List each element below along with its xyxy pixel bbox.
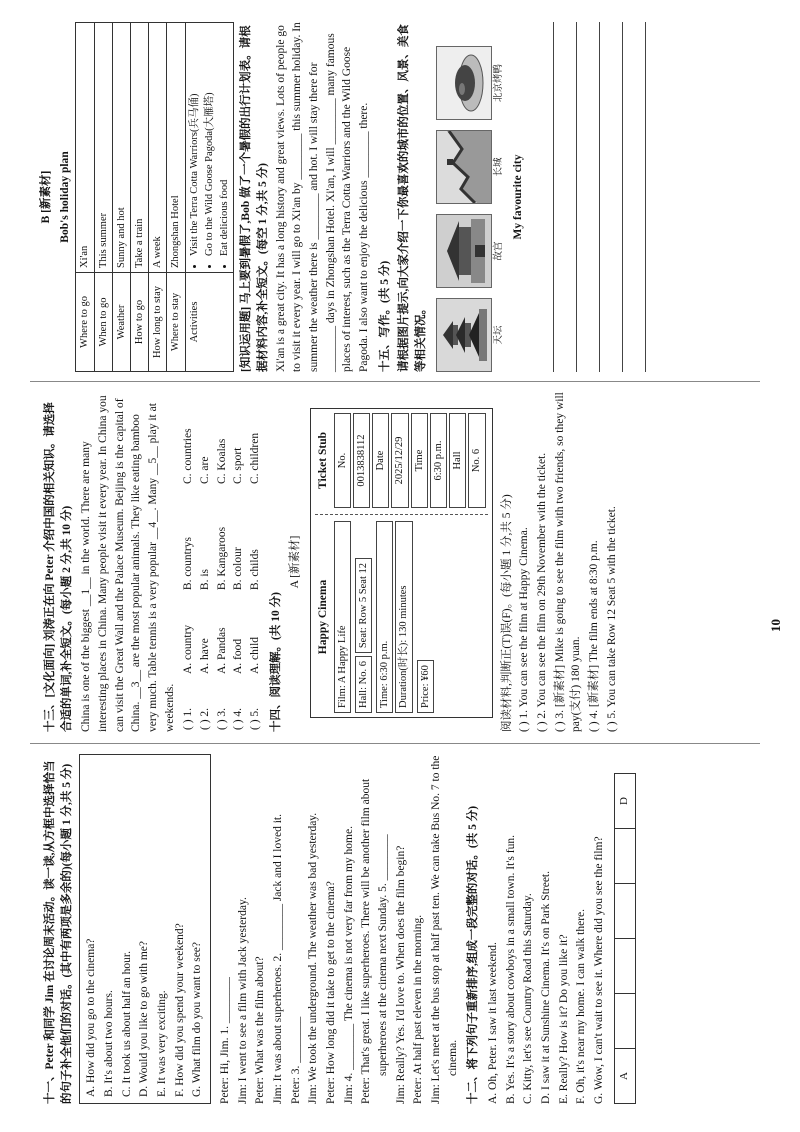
ticket-price: Price: ¥60 [417, 660, 434, 713]
plan-key: Activities [185, 273, 234, 372]
plan-row [167, 23, 185, 372]
dialogue-line: Jim: 4. ________ The cinema is not very far from my home. [342, 826, 355, 1104]
forbidden-city-image [436, 214, 492, 288]
answer-cell [614, 829, 635, 884]
answer-cell [614, 939, 635, 994]
dialogue-line: Jim: Let's meet at the bus stop at half past ten. We can take Bus No. 7 to the cinema. [430, 755, 459, 1104]
section-13-heading: 十三、[文化面向] 刘涛正在向 Peter 介绍中国的相关知识。请选择合适的单词,补全短文。(每小题 2 分,共 10 分) [44, 402, 73, 732]
choice-row [230, 392, 247, 732]
ticket-main [315, 514, 487, 713]
choice-b: B. Kangaroos [215, 526, 228, 591]
choice-b: B. countrys [182, 537, 195, 591]
dialogue-line: Peter: Hi, Jim. 1. ________ [219, 977, 232, 1104]
ticket-time: Time: 6:30 p.m. [376, 521, 393, 713]
ticket-duration: Duration(时长): 130 minutes [395, 521, 412, 713]
writing-line [623, 22, 646, 372]
plan-key: How to go [131, 273, 149, 372]
plan-row [76, 23, 94, 372]
column-middle [38, 392, 621, 732]
plan-value: Zhongshan Hotel [167, 23, 185, 273]
picture-caption: 故宫 [493, 241, 504, 261]
plan-row [149, 23, 167, 372]
order-line: F. Oh, it's near my home. I can walk there. [575, 908, 588, 1104]
picture-great-wall [436, 130, 507, 204]
column-divider [30, 381, 760, 382]
order-line: B. Yes. It's a story about cowboys in a small town. It's fun. [504, 835, 517, 1104]
great-wall-image [436, 130, 492, 204]
activity-item: • Eat delicious food [217, 27, 232, 256]
choice-num: ( ) 5. [249, 707, 262, 730]
plan-value: Take a train [131, 23, 149, 273]
answer-cell-first: A [614, 1049, 635, 1104]
plan-row [131, 23, 149, 372]
option-e: E. It was very exciting. [156, 990, 169, 1097]
writing-line [554, 22, 577, 372]
cloze-choices [180, 392, 263, 732]
plan-key: Where to go [76, 273, 94, 372]
choice-a: A. have [199, 638, 212, 674]
dialogue-line: Peter: At half past eleven in the morning. [412, 914, 425, 1104]
order-line: E. Really? How is it? Do you like it? [557, 934, 570, 1104]
cinema-ticket [310, 408, 492, 718]
tf-item: ( ) 4. [新素材] The film ends at 8:30 p.m. [587, 540, 600, 732]
answer-cell [614, 884, 635, 939]
option-a: A. How did you go to the cinema? [85, 938, 98, 1097]
choice-c: C. countries [182, 428, 195, 484]
holiday-plan-table [75, 22, 234, 372]
order-line: D. I saw it at Sunshine Cinema. It's on Park Street. [540, 871, 553, 1104]
option-b: B. It's about two hours. [103, 990, 116, 1097]
section-12-heading: 十二、将下列句子重新排序,组成一段完整的对话。(共 5 分) [467, 805, 480, 1104]
activity-item: • Go to the Wild Goose Pagoda(大雁塔) [202, 27, 217, 256]
ticket-seat: Seat: Row 5 Seat 12 [355, 558, 372, 653]
ticket-stub [315, 413, 487, 514]
writing-pictures [436, 22, 507, 372]
picture-caption: 天坛 [493, 325, 504, 345]
picture-forbidden-city [436, 214, 507, 288]
column-left [38, 754, 636, 1104]
plan-key: How long to stay [149, 273, 167, 372]
stub-hall-label: Hall [449, 413, 466, 508]
dialogue [217, 754, 461, 1104]
column-right [38, 22, 646, 372]
picture-roast-duck [436, 46, 507, 120]
dialogue-line: Peter: How long did it take to get to the cinema? [325, 881, 338, 1104]
order-line: C. Kitty, let's see Country Road this Saturday. [522, 893, 535, 1104]
plan-value: A week [149, 23, 167, 273]
part-b-passage: Xi'an is a great city. It has a long history and great views. Lots of people go to visit it every year. I will go to Xi'an by ________ this summer holiday. In summer the weather there is ________ and hot. I will stay there for ________ days in Zhongshan Hotel. Xi'an, I will ________ many famous places of interest, such as the Terra Cotta Warriors and the Wild Goose Pagoda. I also want to enjoy the delicious ________ there. [274, 22, 371, 372]
true-false-questions [499, 392, 621, 732]
plan-activities [185, 23, 234, 273]
dialogue-line: Peter: What was the film about? [254, 956, 267, 1104]
option-g: G. What film do you want to see? [191, 941, 204, 1097]
dialogue-line: Jim: We took the underground. The weather was bad yesterday. [307, 812, 320, 1104]
writing-line [577, 22, 600, 372]
choice-row [197, 392, 214, 732]
ticket-film: Film: A Happy Life [334, 521, 351, 713]
choice-c: C. Koalas [215, 438, 228, 484]
plan-key: When to go [94, 273, 112, 372]
writing-instruction: 请根据图片提示,向大家介绍一下你最喜欢的城市的位置、风景、美食等相关情况。 [398, 24, 428, 372]
stub-date-label: Date [372, 413, 389, 508]
picture-caption: 北京烤鸭 [493, 64, 504, 103]
plan-key: Where to stay [167, 273, 185, 372]
part-b-label: B [新素材] [40, 170, 52, 224]
choice-a: A. country [182, 624, 195, 674]
plan-row [94, 23, 112, 372]
options-box [79, 754, 211, 1104]
section-11-heading: 十一、Peter 和同学 Jim 在讨论周末活动。读一读,从方框中选择恰当的句子补全他们的对话。(其中有两项是多余的)(每小题 1 分,共 5 分) [44, 760, 73, 1104]
ticket-hall: Hall: No. 6 [355, 656, 372, 713]
answer-cell [614, 994, 635, 1049]
dialogue-line: Peter: That's great. I like superheroes. There will be another film about superheroes at the cinema next Sunday. 5. ________ [360, 778, 390, 1104]
dialogue-line: Peter: 3. ________ [289, 1016, 302, 1104]
stub-time-label: Time [411, 413, 428, 508]
answer-cell-last: D [614, 774, 635, 829]
plan-value: Sunny and hot [112, 23, 130, 273]
cloze-passage: China is one of the biggest __1__ in the world. There are many interesting places in China. Many people visit it every year. In China you can visit the Great Wall and the Palace Museum. Beijing is the capital of China. __3__ are the most popular animals. They like eating bamboo very much. Table tennis is a very popular __4__. Many __5__ play it at weekends. [80, 395, 176, 732]
option-d: D. Would you like to go with me? [138, 940, 151, 1097]
part-b-instruction: [知识运用题] 马上要到暑假了,Bob 做了一个暑假的出行计划表。请根据材料内容,补全短文。(每空 1 分,共 5 分) [240, 25, 269, 372]
dialogue-line: Jim: It was about superheroes. 2. ________ Jack and I loved it. [272, 814, 285, 1104]
order-line: G. Wow, I can't wait to see it. Where did you see the film? [593, 836, 606, 1104]
tf-heading: 阅读材料,判断正(T)误(F)。(每小题 1 分,共 5 分) [500, 494, 513, 732]
choice-a: A. child [249, 636, 262, 674]
column-divider [30, 743, 760, 744]
tf-item: ( ) 3. [新素材] Mike is going to see the film with two friends, so they will pay(支付) 180 yuan. [553, 392, 583, 732]
choice-row [214, 392, 231, 732]
section-15-heading: 十五、写作。(共 5 分) [378, 260, 391, 372]
choice-a: A. food [232, 638, 245, 674]
plan-key: Weather [112, 273, 130, 372]
part-a-label: A [新素材] [289, 535, 302, 589]
choice-c: C. sport [232, 447, 245, 484]
choice-c: C. are [199, 456, 212, 484]
choice-c: C. children [249, 432, 262, 484]
choice-num: ( ) 3. [215, 707, 228, 730]
choice-b: B. colour [232, 547, 245, 591]
stub-title: Ticket Stub [317, 432, 330, 489]
section-14-heading: 十四、阅读理解。(共 10 分) [269, 592, 282, 732]
tf-item: ( ) 1. You can see the film at Happy Cinema. [518, 527, 531, 732]
temple-of-heaven-image [436, 298, 492, 372]
plan-row [185, 23, 234, 372]
plan-value: Xi'an [76, 23, 94, 273]
dialogue-line: Jim: I went to see a film with Jack yesterday. [236, 897, 249, 1104]
choice-num: ( ) 4. [232, 707, 245, 730]
choice-row [180, 392, 197, 732]
roast-duck-image [436, 46, 492, 120]
plan-title: Bob's holiday plan [58, 151, 71, 243]
ticket-title: Happy Cinema [317, 579, 330, 655]
page-number: 10 [768, 619, 784, 632]
option-f: F. How did you spend your weekend? [173, 923, 186, 1097]
choice-num: ( ) 2. [199, 707, 212, 730]
picture-temple-of-heaven [436, 298, 507, 372]
plan-value: This summer [94, 23, 112, 273]
order-line: A. Oh, Peter. I saw it last weekend. [487, 942, 500, 1104]
stub-date: 2025/12/29 [391, 413, 408, 508]
choice-row [247, 392, 264, 732]
choice-num: ( ) 1. [182, 707, 195, 730]
choice-a: A. Pandas [215, 627, 228, 674]
writing-title: My favourite city [512, 154, 525, 240]
stub-no-label: No. [334, 413, 351, 508]
writing-line [531, 22, 554, 372]
tf-item: ( ) 5. You can take Row 12 Seat 5 with the ticket. [605, 506, 618, 732]
writing-line [600, 22, 623, 372]
order-answer-table [614, 773, 636, 1104]
dialogue-line: Jim: Really? Yes. I'd love to. When does the film begin? [394, 845, 407, 1104]
choice-b: B. is [199, 569, 212, 591]
choice-b: B. childs [249, 549, 262, 591]
plan-row [112, 23, 130, 372]
stub-hall: No. 6 [468, 413, 485, 508]
stub-no: 0013838112 [353, 413, 370, 508]
tf-item: ( ) 2. You can see the film on 29th November with the ticket. [535, 452, 548, 732]
stub-time: 6:30 p.m. [430, 413, 447, 508]
activity-item: • Visit the Terra Cotta Warriors(兵马俑) [187, 27, 202, 256]
picture-caption: 长城 [493, 157, 504, 177]
option-c: C. It took us about half an hour. [120, 951, 133, 1097]
